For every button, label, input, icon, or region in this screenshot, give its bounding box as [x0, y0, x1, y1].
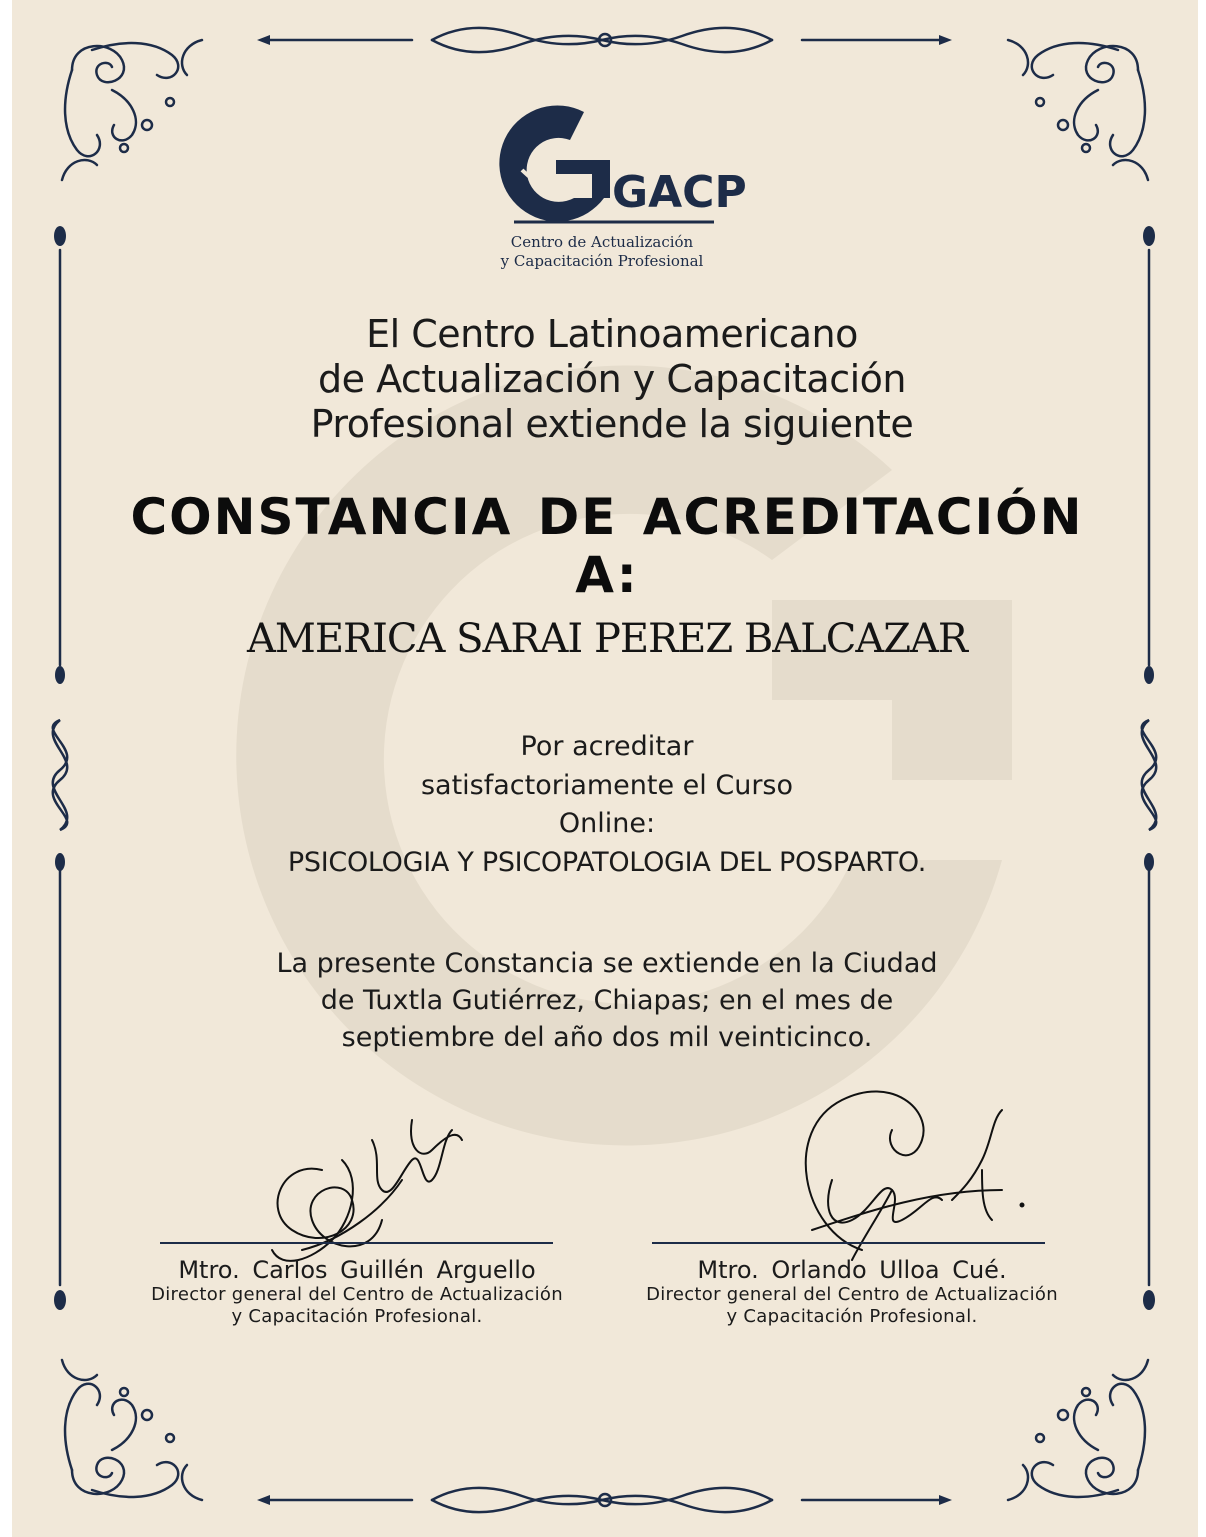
signer-right-role-line2: y Capacitación Profesional. [726, 1306, 978, 1327]
intro-text [152, 312, 1072, 447]
signer-right-name: Mtro. Orlando Ulloa Cué. [697, 1256, 1007, 1284]
intro-line2: de Actualización y Capacitación [318, 357, 906, 401]
signer-right-role-line1: Director general del Centro de Actualización [646, 1284, 1058, 1305]
signature-left [262, 1100, 492, 1280]
logo-caption [452, 233, 752, 271]
signature-line-right [652, 1242, 1045, 1244]
signer-left [122, 1256, 592, 1328]
course-name: PSICOLOGIA Y PSICOPATOLOGIA DEL POSPARTO. [287, 846, 927, 878]
signature-line-left [160, 1242, 553, 1244]
reason-line3: Online: [558, 808, 656, 839]
place-date-text [212, 945, 1002, 1056]
recipient-name: AMERICA SARAI PEREZ BALCAZAR [246, 616, 968, 662]
signer-right [617, 1256, 1087, 1328]
reason-text [212, 728, 1002, 882]
place-line3: septiembre del año dos mil veinticinco. [341, 1022, 873, 1053]
logo-caption-line2: y Capacitación Profesional [500, 252, 704, 270]
intro-line1: El Centro Latinoamericano [366, 312, 858, 356]
reason-line2: satisfactoriamente el Curso [420, 769, 794, 801]
signer-left-role-line1: Director general del Centro de Actualización [151, 1284, 563, 1305]
place-line1: La presente Constancia se extiende en la Ciudad [276, 948, 938, 979]
intro-line3: Profesional extiende la siguiente [310, 402, 914, 446]
logo-caption-line1: Centro de Actualización [510, 233, 694, 251]
signer-left-role-line2: y Capacitación Profesional. [231, 1306, 483, 1327]
certificate-title: CONSTANCIA DE ACREDITACIÓN A: [130, 488, 1084, 604]
signer-left-name: Mtro. Carlos Guillén Arguello [178, 1256, 536, 1284]
place-line2: de Tuxtla Gutiérrez, Chiapas; en el mes de [320, 985, 894, 1016]
certificate-page [12, 0, 1198, 1537]
reason-line1: Por acreditar [520, 731, 694, 762]
logo-wordmark: GACP [612, 167, 747, 218]
